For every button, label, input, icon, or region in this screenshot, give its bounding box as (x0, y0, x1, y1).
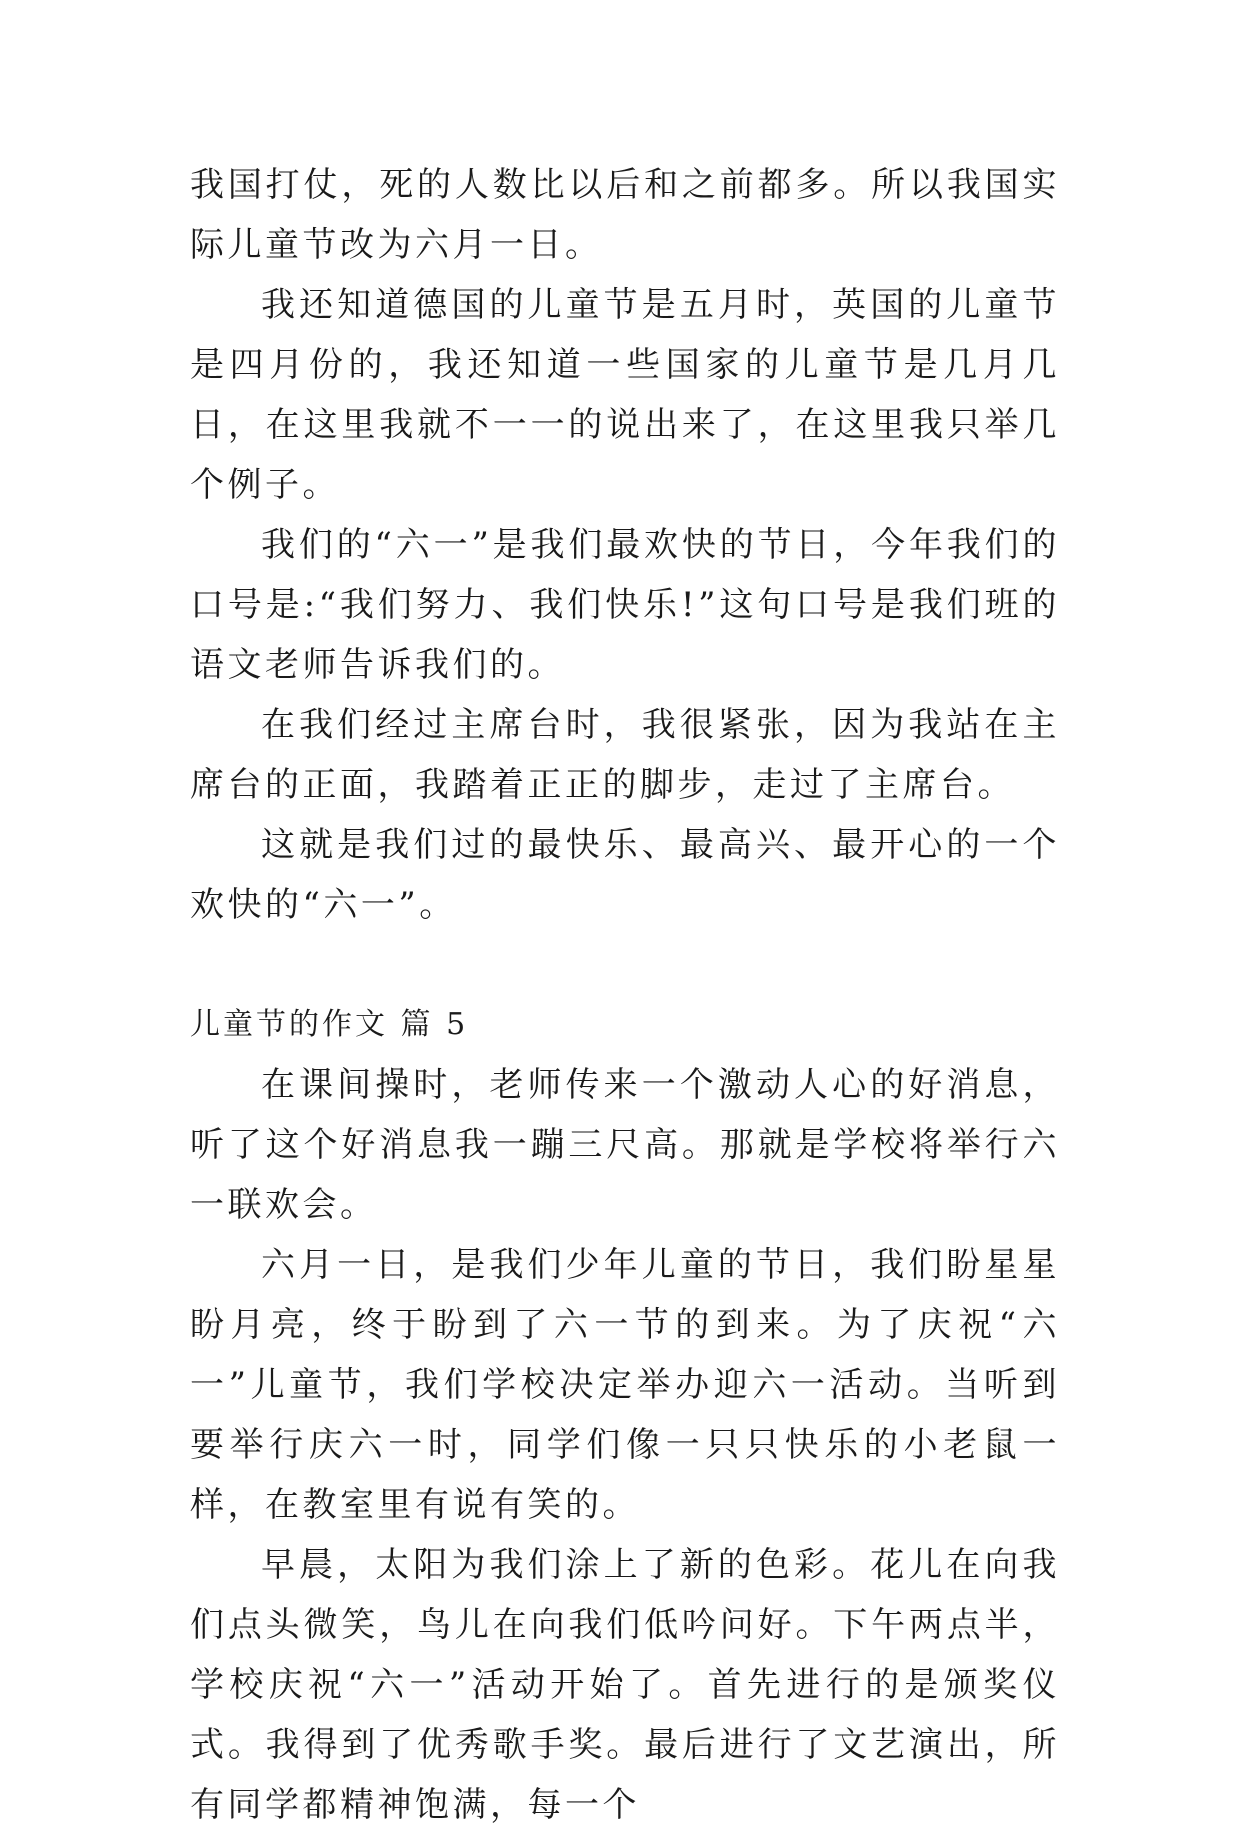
paragraph: 早晨，太阳为我们涂上了新的色彩。花儿在向我们点头微笑，鸟儿在向我们低吟问好。下午两点半，学校庆祝“六一”活动开始了。首先进行的是颁奖仪式。我得到了优秀歌手奖。最后进行了文艺演出，所有同学都精神饱满，每一个 (190, 1545, 1060, 1825)
paragraph: 我们的“六一”是我们最欢快的节日，今年我们的口号是:“我们努力、我们快乐!”这句口号是我们班的语文老师告诉我们的。 (190, 525, 1060, 685)
paragraph: 我国打仗，死的人数比以后和之前都多。所以我国实际儿童节改为六月一日。 (190, 165, 1060, 265)
paragraph: 在课间操时，老师传来一个激动人心的好消息，听了这个好消息我一蹦三尺高。那就是学校将举行六一联欢会。 (190, 1065, 1060, 1225)
section-heading: 儿童节的作文 篇 5 (190, 1007, 469, 1042)
section-gap (190, 935, 1060, 995)
paragraph: 六月一日，是我们少年儿童的节日，我们盼星星盼月亮，终于盼到了六一节的到来。为了庆祝“六一”儿童节，我们学校决定举办迎六一活动。当听到要举行庆六一时，同学们像一只只快乐的小老鼠一样，在教室里有说有笑的。 (190, 1245, 1060, 1525)
paragraph: 在我们经过主席台时，我很紧张，因为我站在主席台的正面，我踏着正正的脚步，走过了主席台。 (190, 705, 1060, 805)
document-page (190, 155, 1060, 1835)
paragraph: 这就是我们过的最快乐、最高兴、最开心的一个欢快的“六一”。 (190, 825, 1060, 925)
paragraph: 我还知道德国的儿童节是五月时，英国的儿童节是四月份的，我还知道一些国家的儿童节是几月几日，在这里我就不一一的说出来了，在这里我只举几个例子。 (190, 285, 1060, 505)
